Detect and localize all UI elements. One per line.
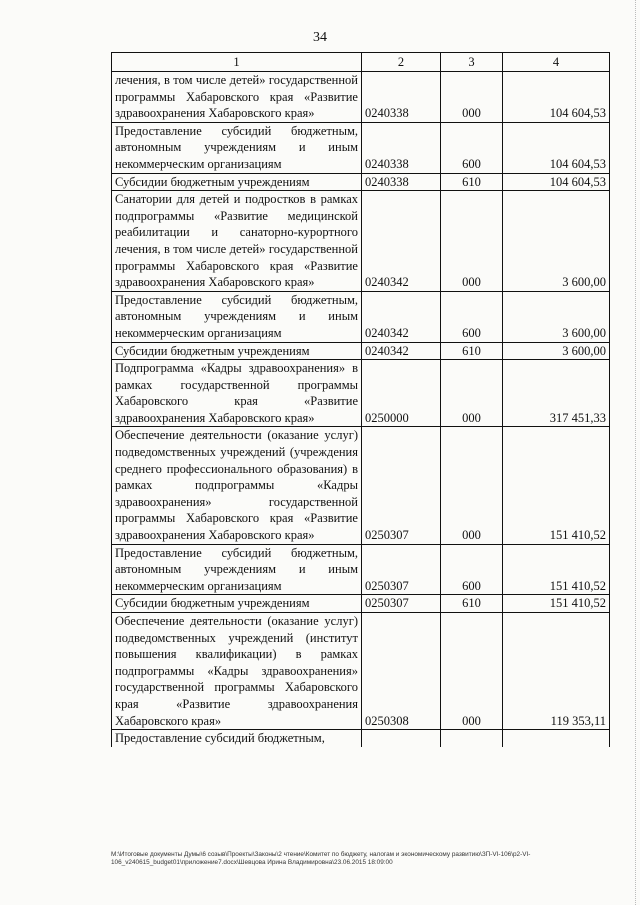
row-code: 0240342: [362, 342, 441, 360]
row-code: 0240338: [362, 72, 441, 123]
row-amount: 151 410,52: [503, 595, 610, 613]
table-row: [112, 544, 610, 595]
row-name: Субсидии бюджетным учреждениям: [112, 173, 362, 191]
row-amount: 119 353,11: [503, 613, 610, 730]
table-row: [112, 291, 610, 342]
row-amount: 104 604,53: [503, 72, 610, 123]
table-row: [112, 122, 610, 173]
row-code: 0250307: [362, 544, 441, 595]
row-code: 0240342: [362, 191, 441, 292]
row-amount: 104 604,53: [503, 173, 610, 191]
row-name: Обеспечение деятельности (оказание услуг) подведомственных учреждений (институт повышения квалификации) в рамках подпрограммы «Кадры здравоохранения» государственной программы Хабаровского края «Развитие здравоохранения Хабаровского края»: [112, 613, 362, 730]
row-expense-type: 600: [441, 122, 503, 173]
row-amount: 151 410,52: [503, 544, 610, 595]
row-expense-type: [441, 730, 503, 748]
row-expense-type: 610: [441, 173, 503, 191]
row-amount: 104 604,53: [503, 122, 610, 173]
row-code: 0250308: [362, 613, 441, 730]
row-amount: 3 600,00: [503, 191, 610, 292]
document-path-footer: M:\Итоговые документы Думы\6 созыв\Проекты\Законы\2 чтение\Комитет по бюджету, налогам и экономическому развитию\ЗП-VI-106\р2-VI-106_v240615_budget01\приложение7.docx\Шевцова Ирина Владимировна\23.06.2015 18:09:00: [111, 851, 531, 867]
row-name: Субсидии бюджетным учреждениям: [112, 342, 362, 360]
row-expense-type: 000: [441, 72, 503, 123]
row-name: Подпрограмма «Кадры здравоохранения» в рамках государственной программы Хабаровского края «Развитие здравоохранения Хабаровского края»: [112, 360, 362, 427]
budget-table: [111, 52, 610, 747]
row-code: 0240342: [362, 291, 441, 342]
page-number: 34: [313, 30, 327, 45]
row-name: Предоставление субсидий бюджетным, автономным учреждениям и иным некоммерческим организациям: [112, 291, 362, 342]
row-name: Санатории для детей и подростков в рамках подпрограммы «Развитие медицинской реабилитации и санаторно-курортного лечения, в том числе детей» государственной программы Хабаровского края «Развитие здравоохранения Хабаровского края»: [112, 191, 362, 292]
column-header-4: 4: [503, 53, 610, 72]
column-header-3: 3: [441, 53, 503, 72]
row-expense-type: 610: [441, 595, 503, 613]
row-name: Субсидии бюджетным учреждениям: [112, 595, 362, 613]
row-expense-type: 000: [441, 427, 503, 544]
row-amount: [503, 730, 610, 748]
column-header-2: 2: [362, 53, 441, 72]
table-row: [112, 72, 610, 123]
row-expense-type: 610: [441, 342, 503, 360]
row-expense-type: 000: [441, 613, 503, 730]
row-name: Предоставление субсидий бюджетным, автономным учреждениям и иным некоммерческим организациям: [112, 544, 362, 595]
row-amount: 3 600,00: [503, 342, 610, 360]
row-code: [362, 730, 441, 748]
scan-edge-marks: [633, 0, 636, 905]
table-row: [112, 613, 610, 730]
row-code: 0250307: [362, 427, 441, 544]
table-row: [112, 360, 610, 427]
table-row: [112, 342, 610, 360]
row-code: 0240338: [362, 122, 441, 173]
row-name: лечения, в том числе детей» государственной программы Хабаровского края «Развитие здравоохранения Хабаровского края»: [112, 72, 362, 123]
row-amount: 151 410,52: [503, 427, 610, 544]
row-expense-type: 000: [441, 191, 503, 292]
table-row: [112, 173, 610, 191]
row-name: Предоставление субсидий бюджетным, автономным учреждениям и иным некоммерческим организациям: [112, 122, 362, 173]
row-expense-type: 000: [441, 360, 503, 427]
row-expense-type: 600: [441, 544, 503, 595]
row-expense-type: 600: [441, 291, 503, 342]
table-header-row: [112, 53, 610, 72]
table-row: [112, 730, 610, 748]
row-code: 0250307: [362, 595, 441, 613]
table-row: [112, 427, 610, 544]
row-code: 0240338: [362, 173, 441, 191]
table-row: [112, 595, 610, 613]
row-name: Обеспечение деятельности (оказание услуг) подведомственных учреждений (учреждения среднего профессионального образования) в рамках подпрограммы «Кадры здравоохранения» государственной программы Хабаровского края «Развитие здравоохранения Хабаровского края»: [112, 427, 362, 544]
table-row: [112, 191, 610, 292]
row-name: Предоставление субсидий бюджетным,: [112, 730, 362, 748]
row-code: 0250000: [362, 360, 441, 427]
table-body: [112, 72, 610, 748]
column-header-1: 1: [112, 53, 362, 72]
row-amount: 3 600,00: [503, 291, 610, 342]
row-amount: 317 451,33: [503, 360, 610, 427]
